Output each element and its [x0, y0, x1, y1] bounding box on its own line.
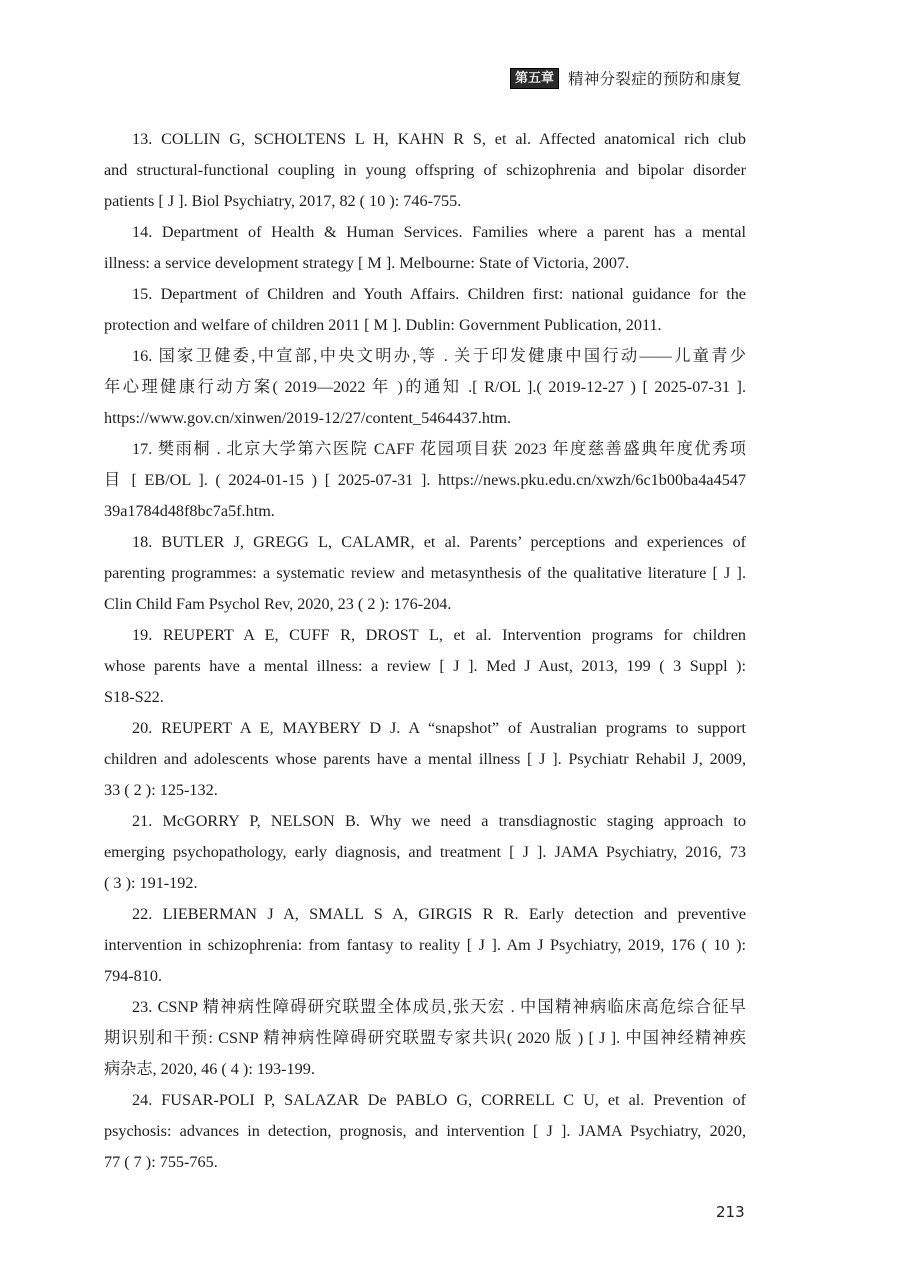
reference-line: parenting programmes: a systematic review and metasynthesis of the qualitative literature [ J ].	[104, 564, 746, 582]
reference-line: 22. LIEBERMAN J A, SMALL S A, GIRGIS R R. Early detection and preventive	[132, 905, 746, 923]
reference-line: 16. 国家卫健委,中宣部,中央文明办,等 . 关于印发健康中国行动——儿童青少	[132, 347, 746, 365]
reference-line: protection and welfare of children 2011 [ M ]. Dublin: Government Publication, 2011.	[104, 316, 662, 334]
page-number: 213	[716, 1203, 745, 1221]
reference-entry	[104, 527, 746, 620]
reference-line: 20. REUPERT A E, MAYBERY D J. A “snapshot” of Australian programs to support	[132, 719, 746, 737]
reference-line: 77 ( 7 ): 755-765.	[104, 1153, 218, 1171]
reference-line: 33 ( 2 ): 125-132.	[104, 781, 218, 799]
reference-line: 目 [ EB/OL ]. ( 2024-01-15 ) [ 2025-07-31 ]. https://news.pku.edu.cn/xwzh/6c1b00ba4a4547	[104, 471, 746, 489]
reference-line: https://www.gov.cn/xinwen/2019-12/27/content_5464437.htm.	[104, 409, 512, 427]
reference-line: 期识别和干预: CSNP 精神病性障碍研究联盟专家共识( 2020 版 ) [ J ]. 中国神经精神疾	[104, 1029, 746, 1047]
reference-line: 39a1784d48f8bc7a5f.htm.	[104, 502, 275, 520]
reference-line: 17. 樊雨桐 . 北京大学第六医院 CAFF 花园项目获 2023 年度慈善盛典年度优秀项	[132, 440, 746, 458]
reference-entry	[104, 713, 746, 806]
reference-line: 19. REUPERT A E, CUFF R, DROST L, et al. Intervention programs for children	[132, 626, 746, 644]
reference-line: ( 3 ): 191-192.	[104, 874, 198, 892]
reference-entry	[104, 1085, 746, 1178]
reference-line: 年心理健康行动方案( 2019—2022 年 )的通知 .[ R/OL ].( 2019-12-27 ) [ 2025-07-31 ].	[104, 378, 746, 396]
reference-line: emerging psychopathology, early diagnosis, and treatment [ J ]. JAMA Psychiatry, 2016, 73	[104, 843, 746, 861]
reference-line: whose parents have a mental illness: a review [ J ]. Med J Aust, 2013, 199 ( 3 Suppl ):	[104, 657, 746, 675]
reference-line: intervention in schizophrenia: from fantasy to reality [ J ]. Am J Psychiatry, 2019, 176 ( 10 ):	[104, 936, 746, 954]
reference-line: 18. BUTLER J, GREGG L, CALAMR, et al. Parents’ perceptions and experiences of	[132, 533, 746, 551]
reference-entry	[104, 806, 746, 899]
reference-line: 14. Department of Health & Human Services. Families where a parent has a mental	[132, 223, 746, 241]
reference-line: 23. CSNP 精神病性障碍研究联盟全体成员,张天宏 . 中国精神病临床高危综合征早	[132, 998, 746, 1016]
reference-line: patients [ J ]. Biol Psychiatry, 2017, 82 ( 10 ): 746-755.	[104, 192, 462, 210]
reference-line: 794-810.	[104, 967, 162, 985]
reference-line: psychosis: advances in detection, prognosis, and intervention [ J ]. JAMA Psychiatry, 2020,	[104, 1122, 746, 1140]
reference-line: children and adolescents whose parents have a mental illness [ J ]. Psychiatr Rehabil J, 2009,	[104, 750, 746, 768]
reference-entry	[104, 899, 746, 992]
reference-entry	[104, 217, 746, 279]
reference-line: 病杂志, 2020, 46 ( 4 ): 193-199.	[104, 1060, 315, 1078]
reference-line: 21. McGORRY P, NELSON B. Why we need a transdiagnostic staging approach to	[132, 812, 746, 830]
chapter-badge: 第五章	[510, 68, 559, 89]
reference-line: S18-S22.	[104, 688, 164, 706]
reference-line: 24. FUSAR-POLI P, SALAZAR De PABLO G, CORRELL C U, et al. Prevention of	[132, 1091, 746, 1109]
chapter-title: 精神分裂症的预防和康复	[568, 70, 742, 88]
reference-line: illness: a service development strategy [ M ]. Melbourne: State of Victoria, 2007.	[104, 254, 630, 272]
reference-entry	[104, 620, 746, 713]
reference-line: 15. Department of Children and Youth Affairs. Children first: national guidance for the	[132, 285, 746, 303]
reference-entry	[104, 434, 746, 527]
reference-entry	[104, 124, 746, 217]
reference-entry	[104, 992, 746, 1085]
reference-line: 13. COLLIN G, SCHOLTENS L H, KAHN R S, et al. Affected anatomical rich club	[132, 130, 746, 148]
running-header	[510, 66, 750, 90]
reference-list	[104, 124, 746, 1178]
reference-entry	[104, 341, 746, 434]
reference-line: and structural-functional coupling in young offspring of schizophrenia and bipolar disorder	[104, 161, 746, 179]
reference-entry	[104, 279, 746, 341]
reference-line: Clin Child Fam Psychol Rev, 2020, 23 ( 2 ): 176-204.	[104, 595, 452, 613]
